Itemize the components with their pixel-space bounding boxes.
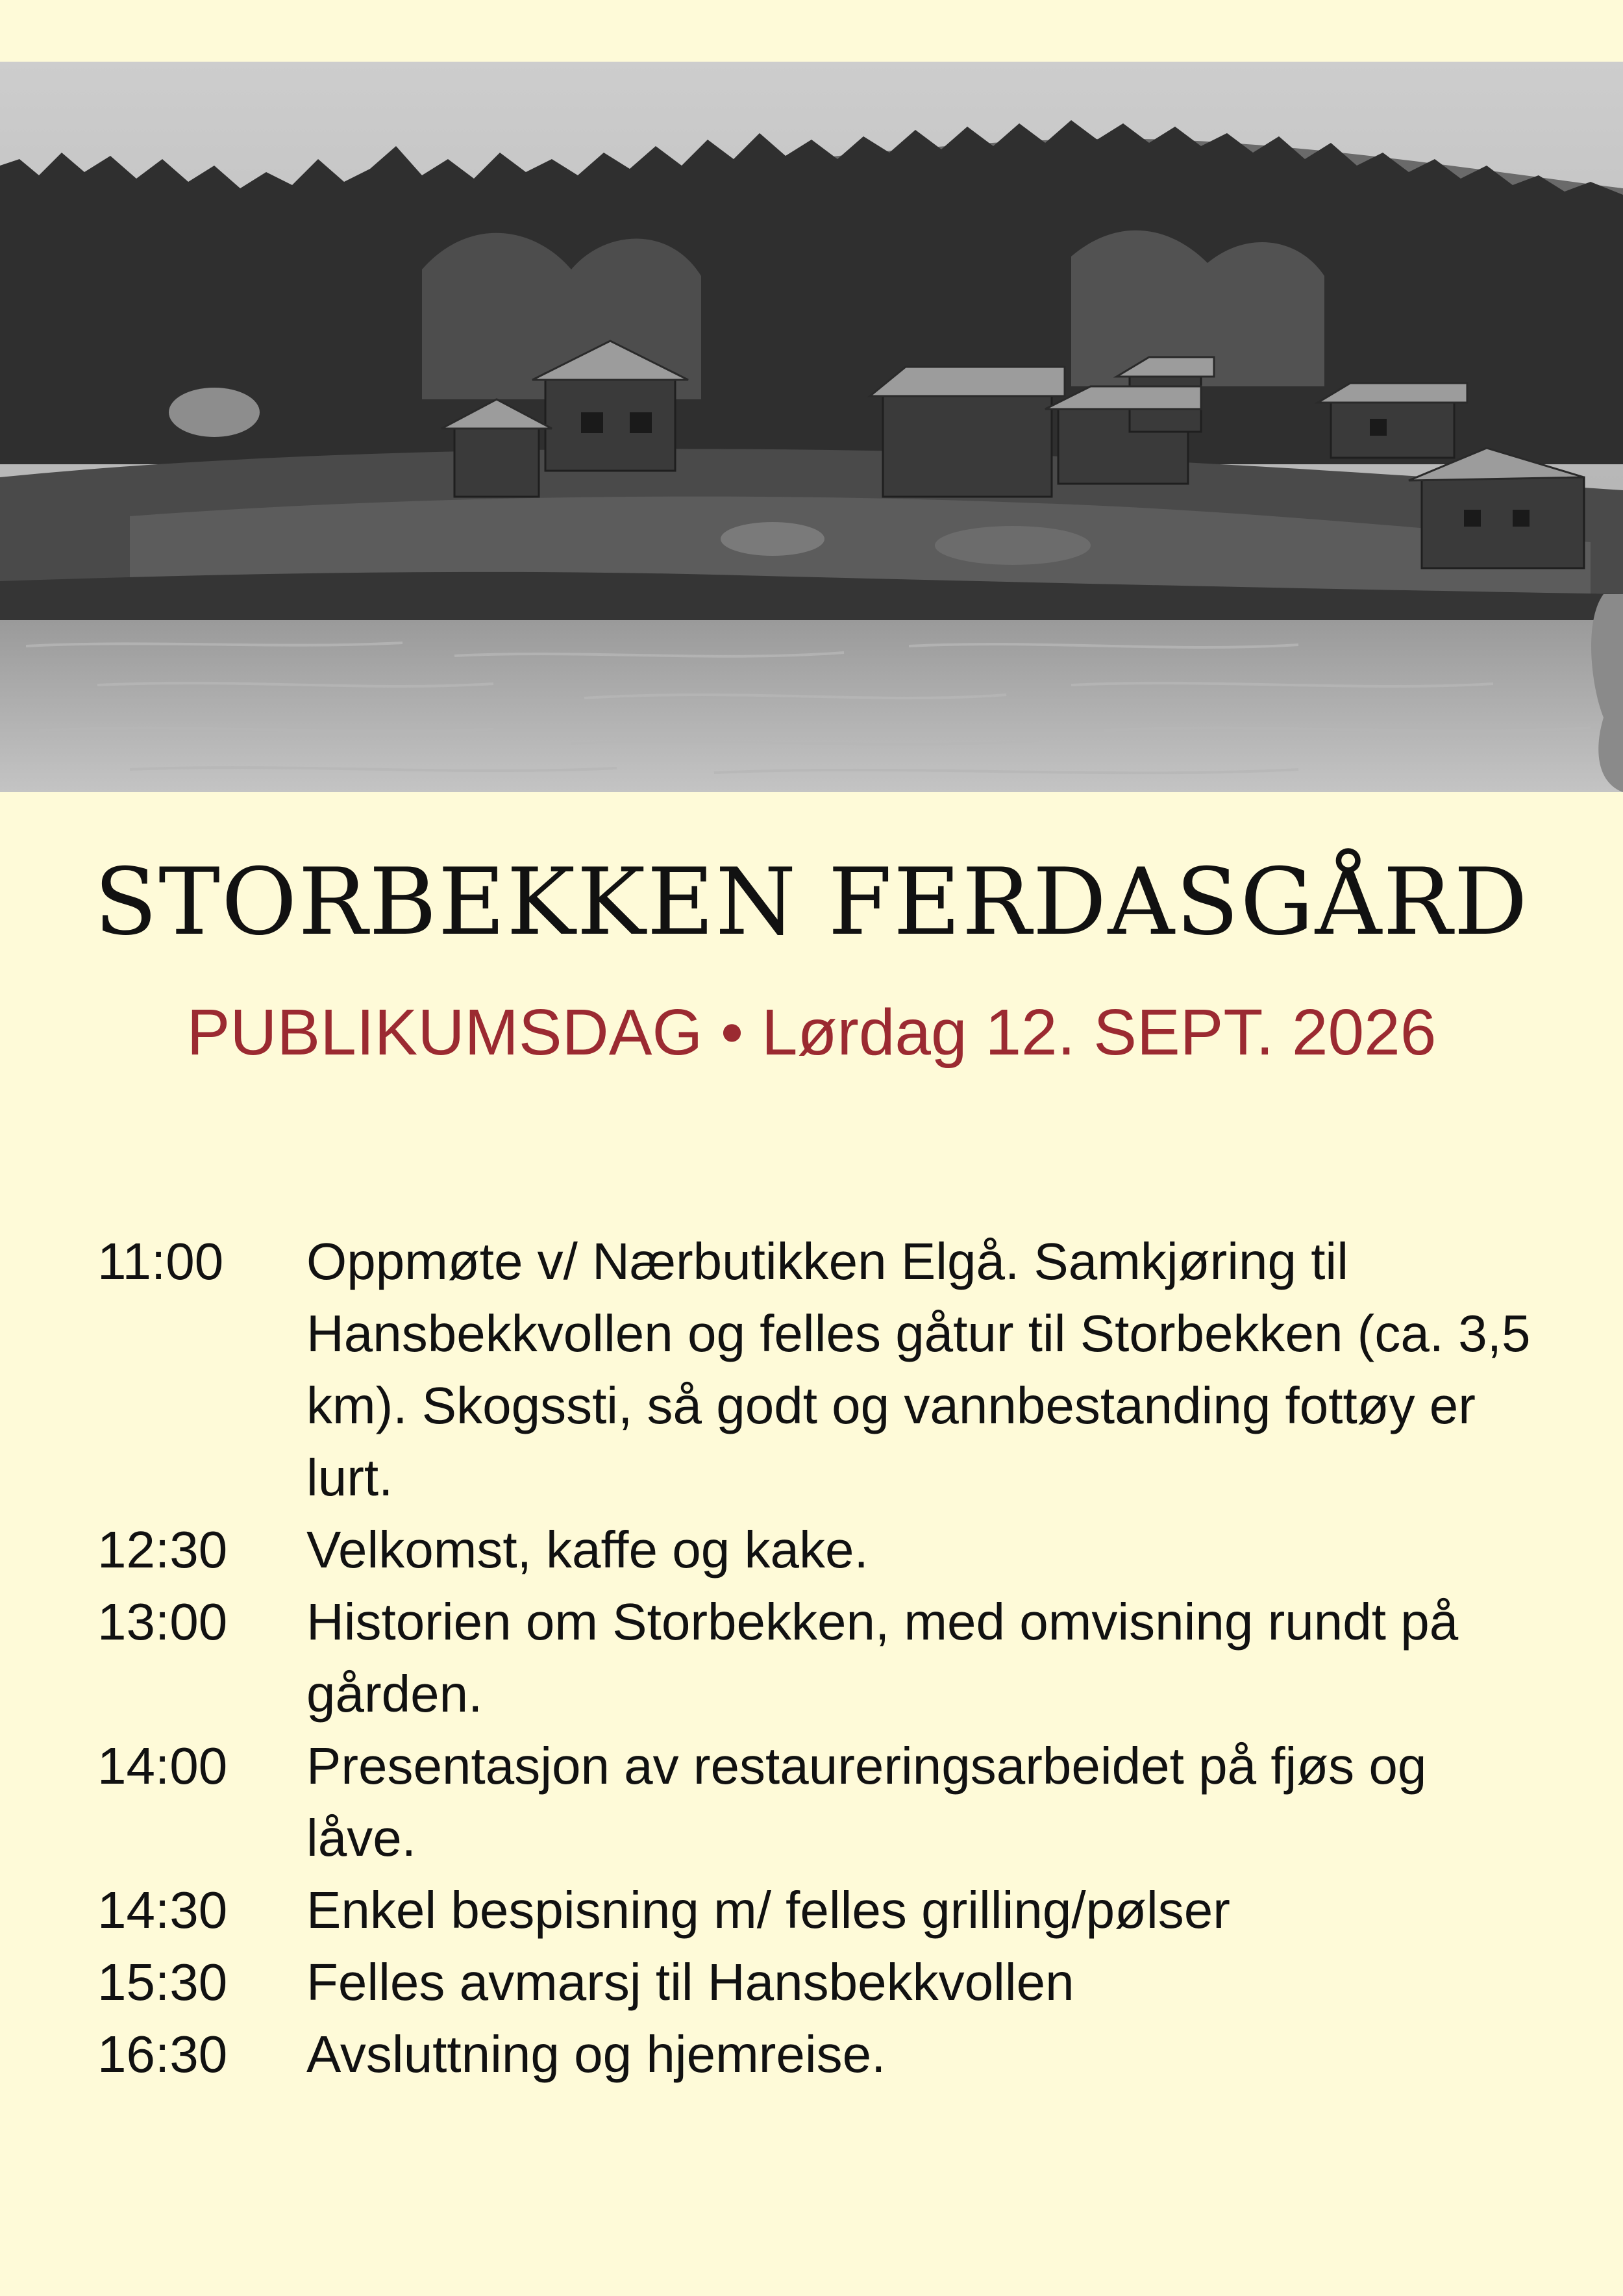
schedule-time: 15:30	[97, 1953, 228, 2011]
schedule-text: Avsluttning og hjemreise.	[306, 2025, 886, 2083]
schedule-row	[97, 1514, 1545, 1586]
event-title: STORBEKKEN FERDASGÅRD	[93, 849, 1530, 956]
schedule-text: Velkomst, kaffe og kake.	[306, 1521, 869, 1578]
schedule-time: 12:30	[97, 1521, 228, 1578]
schedule-time: 14:30	[97, 1881, 228, 1939]
schedule-text: Presentasjon av restaureringsarbeidet på fjøs og låve.	[306, 1737, 1427, 1867]
schedule-row	[97, 1225, 1545, 1514]
header-photo-farm-by-lake	[0, 62, 1623, 792]
schedule-row	[97, 1730, 1545, 1874]
schedule-time: 16:30	[97, 2025, 228, 2083]
schedule-time: 11:00	[97, 1232, 224, 1290]
schedule-text: Oppmøte v/ Nærbutikken Elgå. Samkjøring til Hansbekkvollen og felles gåtur til Storbekken (ca. 3,5 km). Skogssti, så godt og vannbestanding fottøy er lurt.	[306, 1232, 1531, 1506]
event-subtitle: PUBLIKUMSDAG • Lørdag 12. SEPT. 2026	[186, 996, 1437, 1069]
schedule-row	[97, 2018, 1545, 2090]
schedule-text: Historien om Storbekken, med omvisning rundt på gården.	[306, 1593, 1459, 1723]
schedule-row	[97, 1946, 1545, 2018]
schedule-time: 14:00	[97, 1737, 228, 1795]
schedule-text: Enkel bespisning m/ felles grilling/pølser	[306, 1881, 1230, 1939]
schedule-row	[97, 1586, 1545, 1730]
schedule-row	[97, 1874, 1545, 1946]
program-schedule	[97, 1225, 1545, 2090]
schedule-text: Felles avmarsj til Hansbekkvollen	[306, 1953, 1074, 2011]
farm-photo-illustration	[0, 62, 1623, 792]
schedule-time: 13:00	[97, 1593, 228, 1651]
